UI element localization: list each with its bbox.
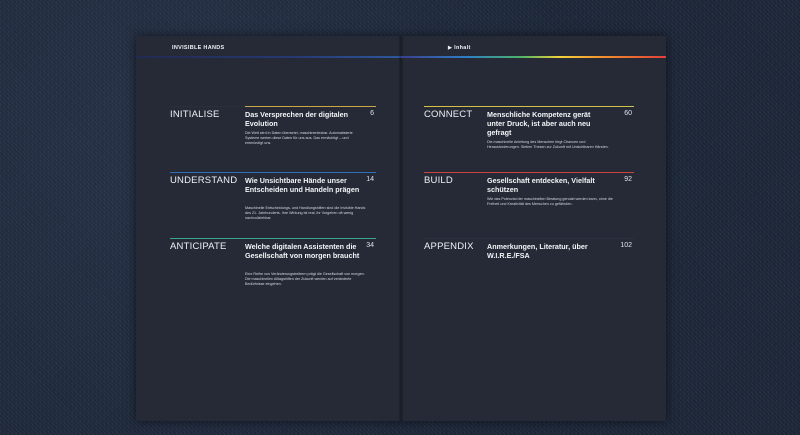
running-header-right [448, 45, 471, 51]
section-label: CONNECT [424, 109, 473, 120]
page-number: 6 [370, 110, 374, 117]
section-rule [424, 172, 634, 173]
section-description: Eine Reihe von Veränderungstreibern prägt die Gesellschaft von morgen. Die maschinellen Alltagshilfen der Zukunft werden auf veränderte Bedürfnisse eingehen. [245, 272, 365, 287]
section-title: Wie Unsichtbare Hände unser Entscheiden und Handeln prägen [245, 176, 360, 194]
header-rule-right [401, 56, 666, 58]
section-title: Gesellschaft entdecken, Vielfalt schützen [487, 176, 595, 194]
running-header-left: INVISIBLE HANDS [172, 45, 225, 51]
section-label: UNDERSTAND [170, 175, 238, 186]
section-description: Die Welt wird in Daten übersetzt, maschinenlesbar. Automatisierte Systeme werten diese Daten für uns aus. Das ermächtigt – und entmündigt uns. [245, 131, 353, 146]
section-label: INITIALISE [170, 109, 220, 120]
page-number: 92 [624, 176, 632, 183]
left-page [136, 36, 401, 421]
section-title: Anmerkungen, Literatur, über W.I.R.E./FSA [487, 242, 588, 260]
section-title: Menschliche Kompetenz gerät unter Druck, ist aber auch neu gefragt [487, 110, 591, 137]
page-number: 34 [366, 242, 374, 249]
section-rule [170, 172, 376, 173]
section-rule [424, 238, 634, 239]
triangle-right-icon: ▶ [448, 45, 453, 51]
section-title: Das Versprechen der digitalen Evolution [245, 110, 349, 128]
page-number: 14 [366, 176, 374, 183]
page-number: 60 [624, 110, 632, 117]
section-rule [170, 238, 376, 239]
right-page [401, 36, 666, 421]
contents-label: Inhalt [454, 45, 471, 51]
magazine-spread [136, 36, 666, 421]
section-title: Welche digitalen Assistenten die Gesellschaft von morgen braucht [245, 242, 360, 260]
section-label: APPENDIX [424, 241, 474, 252]
section-rule [424, 106, 634, 107]
section-description: Die maschinelle Anleitung des Menschen birgt Chancen und Herausforderungen. Sieben Thesen zur Zukunft mit Unsichtbaren Händen. [487, 140, 609, 150]
section-description: Wie das Potenzial der maschinellen Beratung genutzt werden kann, ohne die Freiheit und Kreativität des Menschen zu gefährden. [487, 197, 613, 207]
header-rule-left [136, 56, 401, 58]
section-description: Maschinelle Entscheidungs- und Handlungshilfen sind die Invisible Hands des 21. Jahrhunderts. Ihre Wirkung ist real, ihr Vorgehen oft wenig nachvollziehbar. [245, 206, 366, 221]
section-label: ANTICIPATE [170, 241, 227, 252]
section-rule [170, 106, 376, 107]
section-label: BUILD [424, 175, 453, 186]
page-number: 102 [620, 242, 632, 249]
